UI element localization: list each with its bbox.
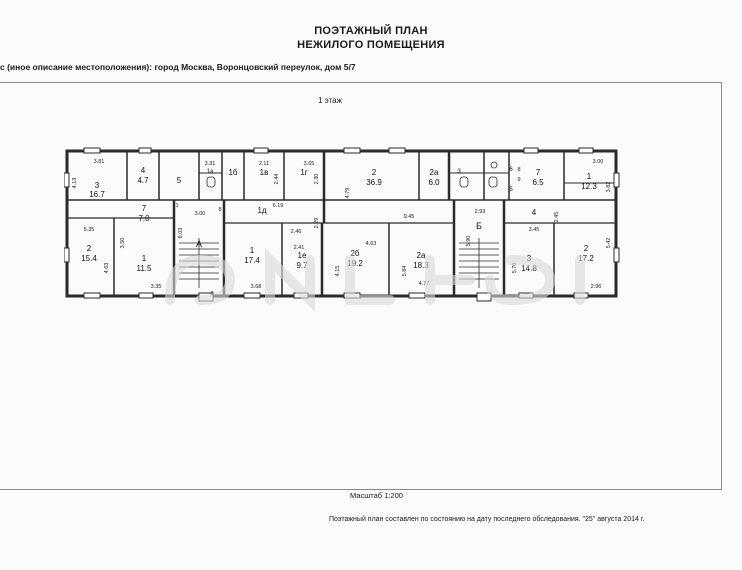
- dim-room-2-left: 5.35: [83, 227, 95, 233]
- room-2-center-number: 2: [371, 168, 377, 177]
- room-6-number: 6: [509, 167, 513, 173]
- room-1-left-number: 1: [141, 254, 147, 263]
- extra-label-229: 2.29: [314, 217, 320, 229]
- room-2a-bottom-number: 2а: [416, 251, 426, 260]
- room-1a-number: 1а: [206, 169, 214, 175]
- dim2-room-1e: 2.46: [290, 229, 302, 235]
- dim2-room-1-right: 3.82: [606, 181, 612, 193]
- room-4-number: 4: [140, 166, 146, 175]
- dim2-room-2b: 4.15: [335, 265, 341, 277]
- address-text: с (иное описание местоположения): город Москва, Воронцовский переулок, дом 5/7: [0, 62, 356, 72]
- dim2-room-2-center: 9.45: [403, 214, 415, 220]
- scale-label: Масштаб 1:200: [350, 491, 403, 500]
- dim-room-1g: 3.65: [303, 161, 315, 167]
- room-1-center-number: 1: [249, 246, 255, 255]
- address-line: [0, 62, 400, 72]
- dim-room-1e: 2.41: [293, 245, 305, 251]
- room-1b-number: 1б: [228, 168, 238, 177]
- room-5-number: 5: [176, 176, 182, 185]
- room-2-left-number: 2: [86, 244, 92, 253]
- room-7-right-area: 6.5: [532, 178, 544, 187]
- dim2-stair-A: 6.03: [178, 227, 184, 239]
- room-2-right-area: 17.2: [578, 254, 594, 263]
- room-7-left-number: 7: [141, 204, 147, 213]
- dim-room-2b: 4.63: [365, 241, 377, 247]
- dim-room-3-right: 5.70: [512, 262, 518, 274]
- room-1-left-area: 11.5: [136, 264, 152, 273]
- room-5-small-number: 5: [509, 187, 513, 193]
- room-2b-number: 2б: [350, 249, 360, 258]
- extra-label-1: 1: [175, 203, 179, 209]
- room-1-right-area: 12.3: [581, 182, 597, 191]
- dim2-room-3-left: 4.13: [72, 177, 78, 189]
- dim2-stair-B: 5.90: [466, 235, 472, 247]
- dim-stair-A: 3.00: [194, 211, 206, 217]
- room-7-right-number: 7: [535, 168, 541, 177]
- dim-stair-B: 2.93: [474, 209, 486, 215]
- room-2a-top-number: 2а: [429, 168, 439, 177]
- room-1g-number: 1г: [300, 168, 308, 177]
- dim-room-2-right: 5.42: [606, 237, 612, 249]
- dim2-room-4-right: 2.45: [554, 211, 560, 223]
- room-1v-number: 1в: [259, 168, 269, 177]
- dim2-room-1g: 2.30: [314, 173, 320, 185]
- dim-room-1a: 3.31: [204, 161, 216, 167]
- dim-room-4-right: 3.45: [528, 227, 540, 233]
- plan-title: ПОЭТАЖНЫЙ ПЛАН: [314, 25, 428, 37]
- stair-B-label: Б: [476, 221, 482, 231]
- dim-room-1v: 2.11: [258, 161, 270, 167]
- room-2b-area: 19.2: [347, 259, 363, 268]
- room-3-small-number: 3: [457, 169, 461, 175]
- dim-room-1-center: 3.68: [250, 284, 262, 290]
- room-3-left-area: 16.7: [89, 190, 105, 199]
- dim2-room-1-left: 3.35: [150, 284, 162, 290]
- room-1-right-number: 1: [586, 172, 592, 181]
- dim2-room-2a-bottom: 4.77: [418, 281, 430, 287]
- floor-label: 1 этаж: [318, 96, 342, 105]
- room-1e-number: 1е: [297, 251, 307, 260]
- dim-room-1-left: 3.50: [120, 237, 126, 249]
- room-3-right-area: 14.8: [521, 264, 537, 273]
- room-7-left-area: 7.0: [138, 214, 150, 223]
- dim-room-3-left: 3.81: [93, 159, 105, 165]
- room-3-right-number: 3: [526, 254, 532, 263]
- plan-subtitle: НЕЖИЛОГО ПОМЕЩЕНИЯ: [297, 39, 445, 51]
- dim-room-2-center: 4.79: [345, 187, 351, 199]
- dim2-room-2-left: 4.63: [104, 262, 110, 274]
- room-3-left-number: 3: [94, 181, 100, 190]
- room-1-center-area: 17.4: [244, 256, 260, 265]
- dim-room-2a-bottom: 5.84: [402, 265, 408, 277]
- room-2-left-area: 15.4: [81, 254, 97, 263]
- footer-note: Поэтажный план составлен по состоянию на дату последнего обследования. "25" августа 2014 г.: [329, 516, 645, 523]
- dim-room-1d: 6.19: [272, 203, 284, 209]
- room-2a-bottom-area: 18.3: [413, 261, 429, 270]
- dim-room-1-right: 3.00: [592, 159, 604, 165]
- room-4-right-number: 4: [531, 208, 537, 217]
- room-2-center-area: 36.9: [366, 178, 382, 187]
- extra-label-8c: 8: [218, 207, 222, 213]
- stair-A-label: А: [195, 239, 203, 249]
- room-2-right-number: 2: [583, 244, 589, 253]
- room-2a-top-area: 6.0: [428, 178, 440, 187]
- dim2-room-1v: 2.44: [274, 173, 280, 185]
- extra-label-8b: 8: [517, 167, 521, 173]
- room-1d-number: 1д: [257, 206, 267, 215]
- extra-label-8a: 8: [210, 291, 214, 297]
- dim2-room-2-right: 2.96: [590, 284, 602, 290]
- room-1e-area: 9.7: [296, 261, 308, 270]
- watermark-logo: [150, 237, 612, 320]
- extra-label-9: 9: [517, 177, 521, 183]
- room-4-area: 4.7: [137, 176, 149, 185]
